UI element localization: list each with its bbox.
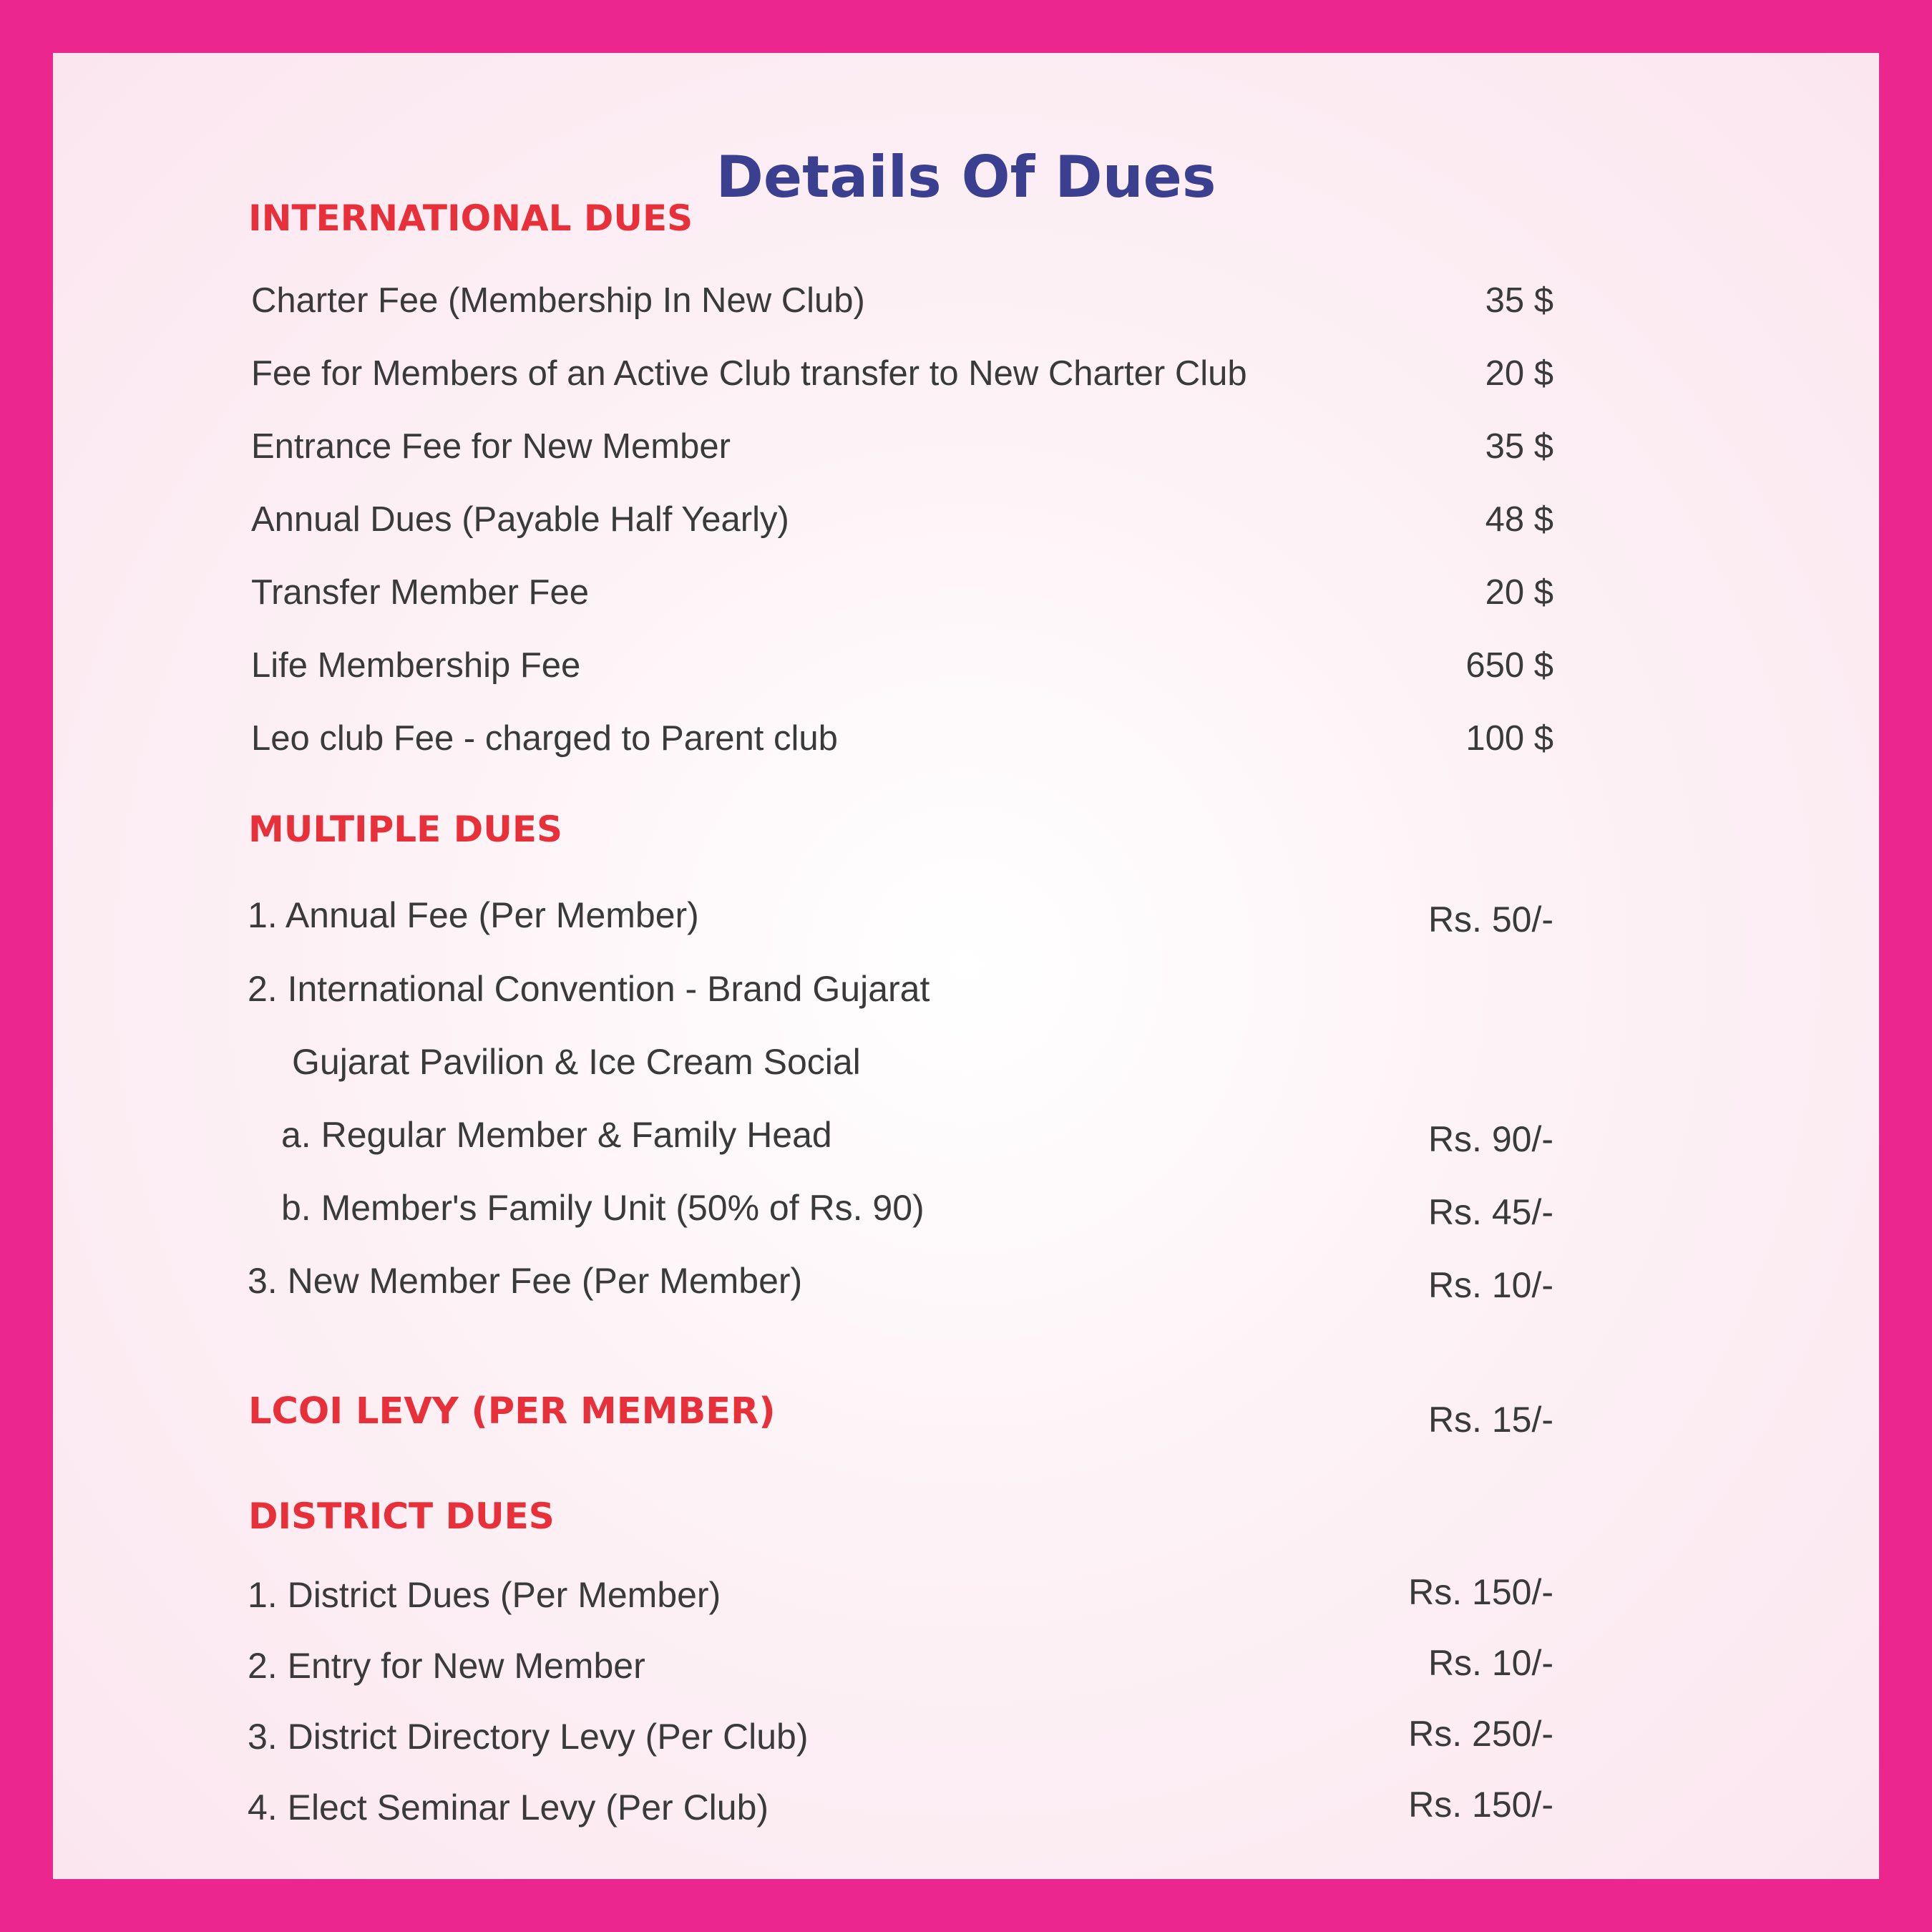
- intl-item-label: Leo club Fee - charged to Parent club: [251, 719, 838, 758]
- district-dues-heading: DISTRICT DUES: [248, 1496, 555, 1537]
- intl-item-value: 48 $: [1485, 500, 1553, 539]
- multiple-item-value: Rs. 45/-: [1428, 1192, 1553, 1232]
- page-title: Details Of Dues: [716, 144, 1216, 210]
- intl-item-value: 35 $: [1485, 427, 1553, 466]
- intl-item-label: Fee for Members of an Active Club transfer to New Charter Club: [251, 354, 1247, 393]
- district-item-label: 4. Elect Seminar Levy (Per Club): [248, 1787, 769, 1828]
- multiple-item-value: Rs. 50/-: [1428, 899, 1553, 940]
- district-item-label: 1. District Dues (Per Member): [248, 1575, 721, 1615]
- multiple-item-label: a. Regular Member & Family Head: [281, 1115, 832, 1155]
- intl-item-label: Annual Dues (Payable Half Yearly): [251, 500, 789, 539]
- district-item-value: Rs. 150/-: [1408, 1572, 1553, 1612]
- district-item-label: 3. District Directory Levy (Per Club): [248, 1717, 809, 1757]
- multiple-item-value: Rs. 10/-: [1428, 1265, 1553, 1305]
- district-item-value: Rs. 10/-: [1428, 1643, 1553, 1683]
- international-dues-heading: INTERNATIONAL DUES: [248, 197, 693, 239]
- multiple-dues-heading: MULTIPLE DUES: [248, 809, 562, 850]
- district-item-value: Rs. 150/-: [1408, 1785, 1553, 1825]
- intl-item-label: Life Membership Fee: [251, 646, 581, 685]
- intl-item-label: Charter Fee (Membership In New Club): [251, 281, 865, 320]
- intl-item-value: 20 $: [1485, 573, 1553, 612]
- district-item-value: Rs. 250/-: [1408, 1714, 1553, 1754]
- multiple-item-value: Rs. 90/-: [1428, 1119, 1553, 1159]
- district-item-label: 2. Entry for New Member: [248, 1646, 645, 1686]
- intl-item-label: Entrance Fee for New Member: [251, 427, 731, 466]
- multiple-item-label: 2. International Convention - Brand Gujarat: [248, 969, 930, 1009]
- multiple-item-label: 3. New Member Fee (Per Member): [248, 1261, 803, 1301]
- lcoi-levy-heading: LCOI LEVY (PER MEMBER): [248, 1390, 776, 1433]
- intl-item-label: Transfer Member Fee: [251, 573, 589, 612]
- lcoi-levy-value: Rs. 15/-: [1428, 1400, 1553, 1440]
- multiple-item-label: 1. Annual Fee (Per Member): [248, 895, 699, 935]
- intl-item-value: 100 $: [1465, 719, 1553, 758]
- intl-item-value: 35 $: [1485, 281, 1553, 320]
- intl-item-value: 650 $: [1465, 646, 1553, 685]
- multiple-item-label: Gujarat Pavilion & Ice Cream Social: [292, 1042, 861, 1082]
- intl-item-value: 20 $: [1485, 354, 1553, 393]
- dues-panel: [53, 53, 1879, 1879]
- multiple-item-label: b. Member's Family Unit (50% of Rs. 90): [281, 1188, 924, 1228]
